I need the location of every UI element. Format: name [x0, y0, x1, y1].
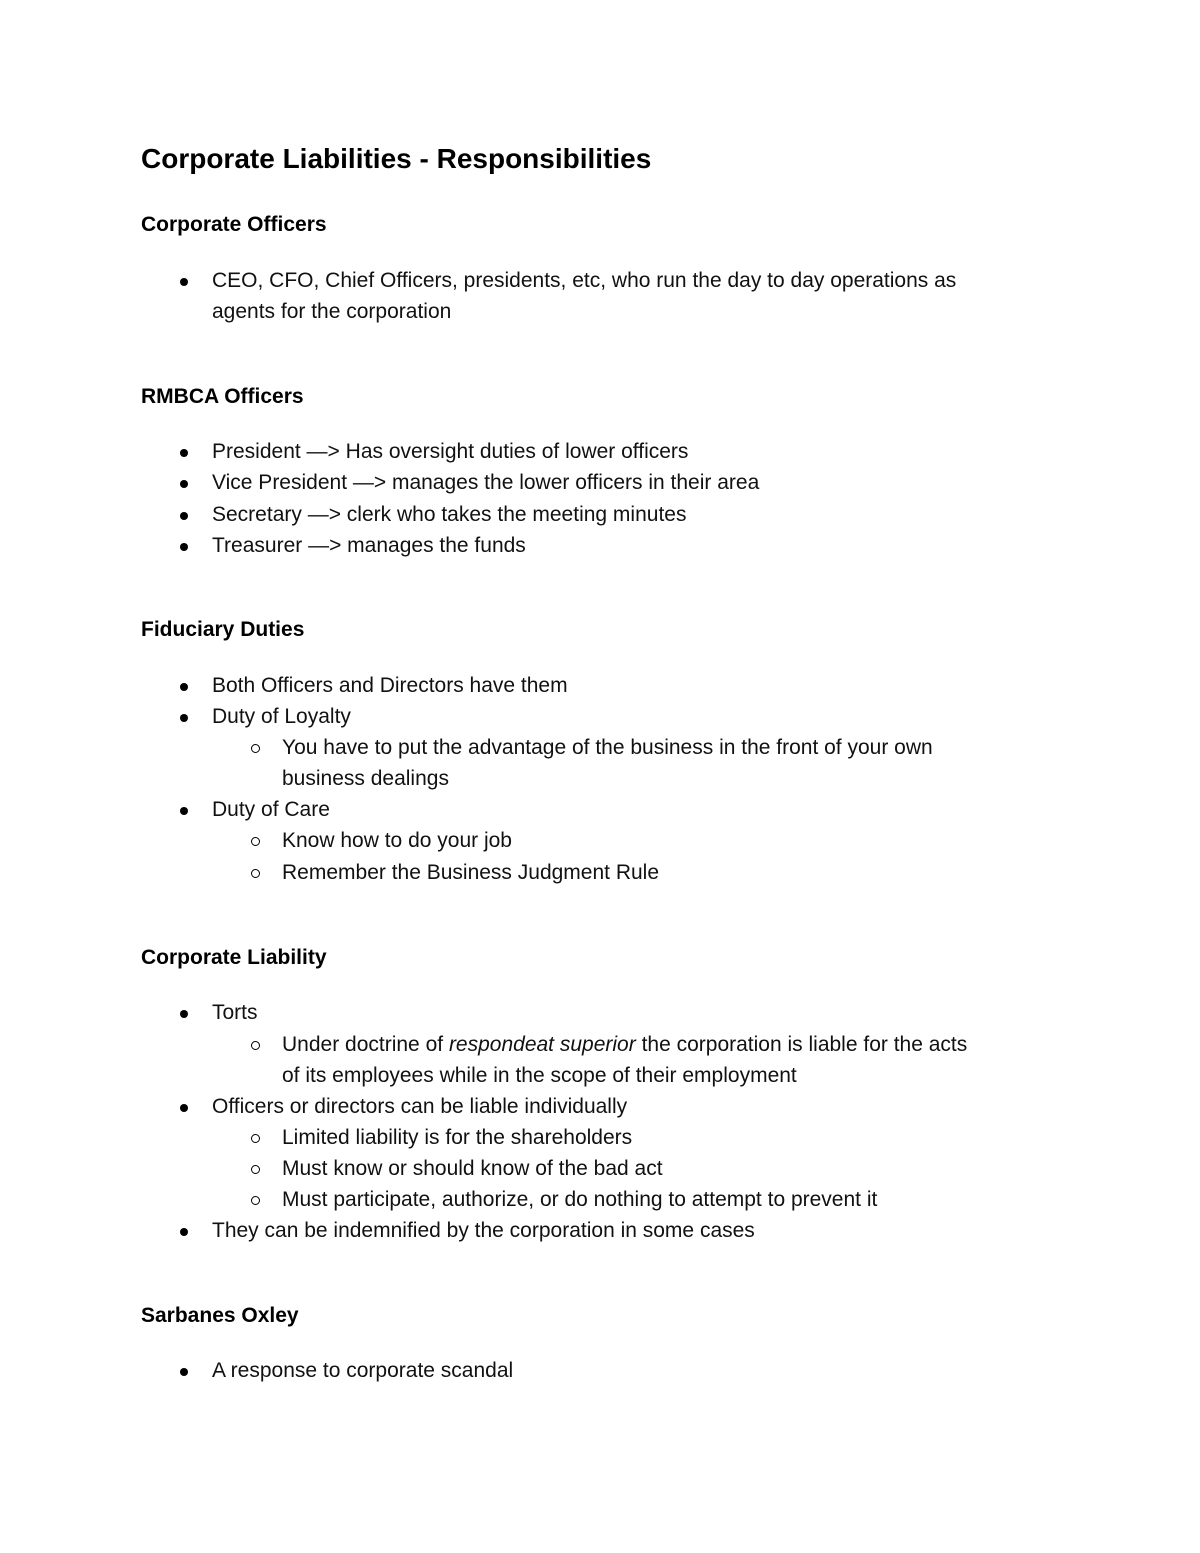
hollow-bullet-icon: [251, 1196, 260, 1205]
hollow-bullet-icon: [251, 744, 260, 753]
list-item: Duty of Loyalty: [212, 701, 351, 732]
bullet-icon: [180, 714, 188, 722]
hollow-bullet-icon: [251, 837, 260, 846]
hollow-bullet-icon: [251, 1134, 260, 1143]
sub-list-item: You have to put the advantage of the business in the front of your own business dealings: [282, 732, 933, 794]
section-heading-fiduciary-duties: Fiduciary Duties: [141, 618, 305, 641]
list-item: Officers or directors can be liable individually: [212, 1091, 627, 1122]
bullet-icon: [180, 1104, 188, 1112]
list-item: They can be indemnified by the corporation in some cases: [212, 1215, 755, 1246]
list-item: Vice President —> manages the lower officers in their area: [212, 467, 759, 498]
list-item: Secretary —> clerk who takes the meeting minutes: [212, 499, 686, 530]
list-item: Duty of Care: [212, 794, 330, 825]
list-item: A response to corporate scandal: [212, 1355, 513, 1386]
bullet-icon: [180, 449, 188, 457]
document-title: Corporate Liabilities - Responsibilities: [141, 143, 652, 174]
section-heading-corporate-liability: Corporate Liability: [141, 946, 327, 969]
list-item: President —> Has oversight duties of lower officers: [212, 436, 688, 467]
bullet-icon: [180, 1368, 188, 1376]
bullet-icon: [180, 512, 188, 520]
bullet-icon: [180, 480, 188, 488]
sub-list-item: Know how to do your job: [282, 825, 512, 856]
sub-list-item: Must participate, authorize, or do nothing to attempt to prevent it: [282, 1184, 877, 1215]
sub-list-item: Limited liability is for the shareholders: [282, 1122, 632, 1153]
hollow-bullet-icon: [251, 1041, 260, 1050]
bullet-icon: [180, 683, 188, 691]
bullet-icon: [180, 1228, 188, 1236]
hollow-bullet-icon: [251, 869, 260, 878]
italic-term: respondeat superior: [448, 1033, 636, 1056]
sub-list-item: Remember the Business Judgment Rule: [282, 857, 659, 888]
bullet-icon: [180, 278, 188, 286]
list-item: CEO, CFO, Chief Officers, presidents, etc, who run the day to day operations as agents for the corporation: [212, 265, 956, 327]
sub-list-item: Must know or should know of the bad act: [282, 1153, 663, 1184]
list-item: Both Officers and Directors have them: [212, 670, 568, 701]
bullet-icon: [180, 1010, 188, 1018]
bullet-icon: [180, 807, 188, 815]
section-heading-rmbca-officers: RMBCA Officers: [141, 385, 304, 408]
list-item: Torts: [212, 997, 258, 1028]
bullet-icon: [180, 543, 188, 551]
hollow-bullet-icon: [251, 1165, 260, 1174]
sub-list-item: Under doctrine of respondeat superior the corporation is liable for the acts of its employees while in the scope of their employment: [282, 1029, 967, 1091]
list-item: Treasurer —> manages the funds: [212, 530, 526, 561]
section-heading-corporate-officers: Corporate Officers: [141, 213, 327, 236]
section-heading-sarbanes-oxley: Sarbanes Oxley: [141, 1304, 299, 1327]
